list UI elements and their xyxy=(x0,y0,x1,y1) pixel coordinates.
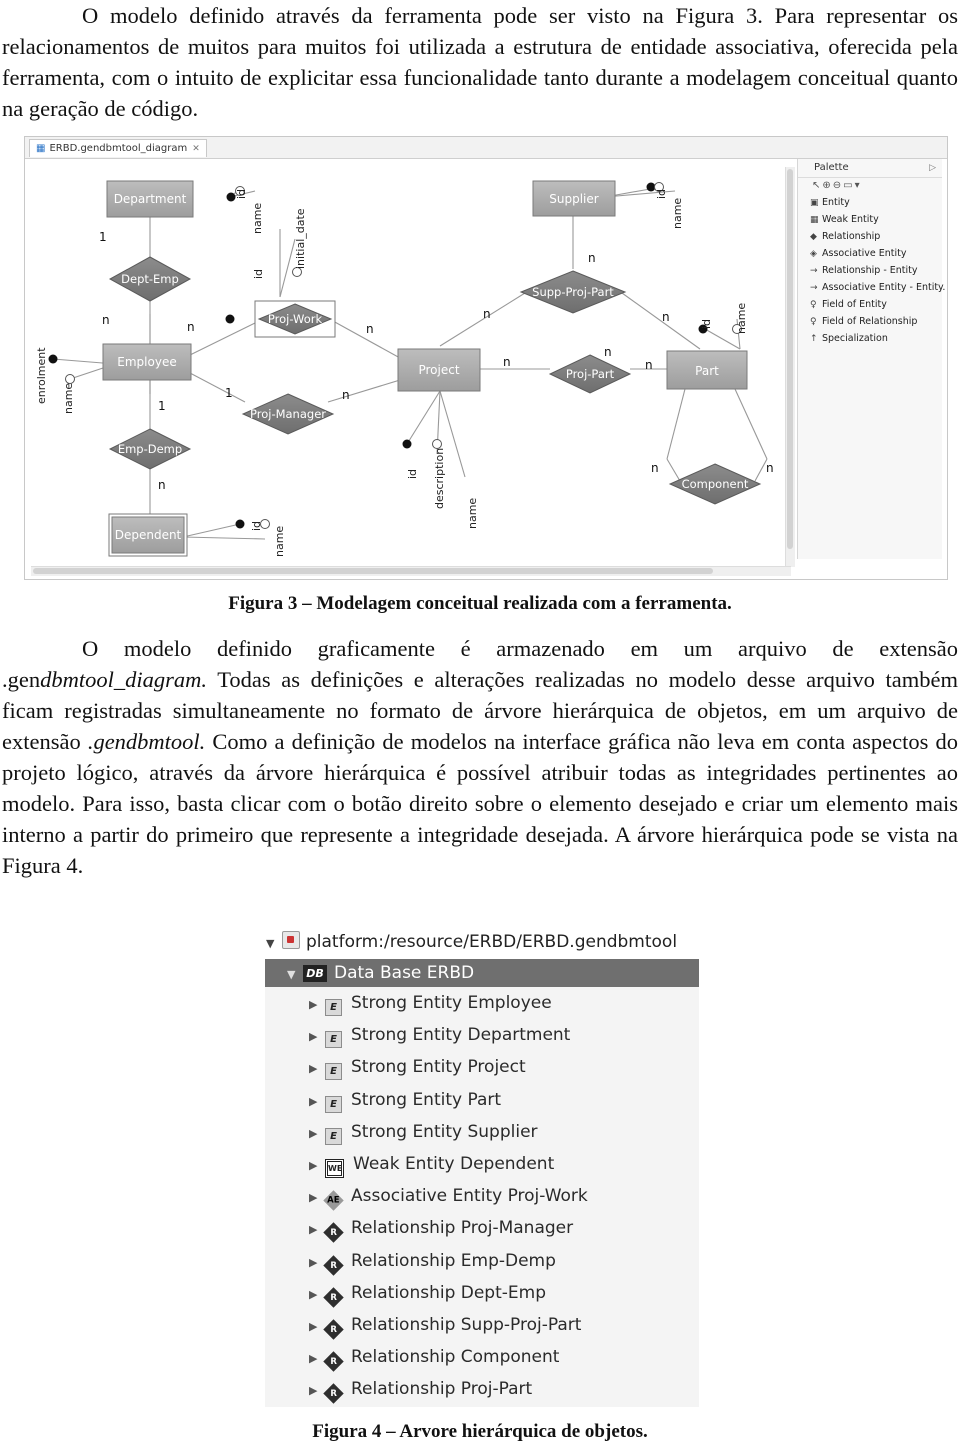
collapsed-triangle-icon[interactable]: ▶ xyxy=(309,1319,318,1333)
tree-database-label: Data Base ERBD xyxy=(334,963,475,983)
palette-title: Palette xyxy=(814,162,849,173)
tree-item-department[interactable]: ▶ E Strong Entity Department xyxy=(265,1019,699,1051)
figure4-caption: Figura 4 – Arvore hierárquica de objetos. xyxy=(312,1421,648,1442)
tree-item-project[interactable]: ▶ E Strong Entity Project xyxy=(265,1051,699,1083)
palette-item-field-of-relationship[interactable]: ♀ Field of Relationship xyxy=(798,313,942,330)
relationship-tool-icon: ◆ xyxy=(810,232,817,242)
entity-employee: Employee xyxy=(117,355,177,369)
expand-triangle-icon[interactable]: ▼ xyxy=(287,968,296,981)
collapsed-triangle-icon[interactable]: ▶ xyxy=(309,1062,318,1076)
tree-item-component[interactable]: ▶ R Relationship Component xyxy=(265,1341,699,1373)
rel-component: Component xyxy=(681,477,749,491)
er-diagram-figure xyxy=(24,136,948,580)
relationship-icon: R xyxy=(323,1255,343,1275)
database-icon: DB xyxy=(303,965,327,982)
relationship-icon: R xyxy=(323,1384,343,1404)
collapsed-triangle-icon[interactable]: ▶ xyxy=(309,998,318,1011)
card-8: n xyxy=(503,355,511,369)
relationship-icon: R xyxy=(323,1319,343,1339)
zoom-out-icon[interactable]: ⊖ xyxy=(832,180,844,191)
card-9: 1 xyxy=(225,386,233,400)
horizontal-scroll-thumb[interactable] xyxy=(33,568,713,574)
close-tab-icon[interactable]: ✕ xyxy=(192,144,200,154)
rel-dept-emp: Dept-Emp xyxy=(121,272,179,286)
diagram-tab-title: ERBD.gendbmtool_diagram xyxy=(49,143,188,154)
body-text-c: Todas as definições e alterações realizadas no modelo desse arquivo também ficam registradas simultaneamente no formato de árvore hierárquica de objetos, em um arquivo de extensão xyxy=(2,667,958,754)
attr-supp-name: name xyxy=(671,197,684,229)
arrow-icon: → xyxy=(810,266,818,276)
collapsed-triangle-icon[interactable]: ▶ xyxy=(309,1126,318,1140)
entity-department: Department xyxy=(113,192,187,206)
collapsed-triangle-icon[interactable]: ▶ xyxy=(309,1223,318,1237)
card-13: n xyxy=(645,358,653,372)
chevron-down-icon[interactable]: ▾ xyxy=(854,180,862,191)
attr-emp-name: name xyxy=(62,382,75,414)
entity-tool-icon: ▣ xyxy=(810,198,819,208)
collapsed-triangle-icon[interactable]: ▶ xyxy=(309,1191,318,1205)
card-5: n xyxy=(483,307,491,321)
attr-dep-id: id xyxy=(250,520,263,531)
body-text-a: O modelo definido graficamente é armazenado em um arquivo de extensão .gen xyxy=(2,636,958,692)
attr-part-id: id xyxy=(700,318,713,329)
diagram-editor-tab[interactable] xyxy=(29,139,207,157)
tree-item-proj-work[interactable]: ▶ AE Associative Entity Proj-Work xyxy=(265,1180,699,1212)
collapsed-triangle-icon[interactable]: ▶ xyxy=(309,1287,318,1301)
diagram-vertical-scrollbar[interactable] xyxy=(785,167,795,567)
field-icon: ♀ xyxy=(810,317,817,327)
palette-panel xyxy=(797,159,946,559)
relationship-icon: R xyxy=(323,1351,343,1371)
attr-pw-initial-date: initial_date xyxy=(294,208,307,269)
resource-icon xyxy=(282,931,300,949)
palette-item-weak-entity[interactable]: ▦ Weak Entity xyxy=(798,211,942,228)
palette-item-associative-entity-entity[interactable]: → Associative Entity - Entity. xyxy=(798,279,942,296)
editor-tabbar xyxy=(25,137,947,159)
collapsed-triangle-icon[interactable]: ▶ xyxy=(309,1352,318,1366)
intro-paragraph xyxy=(2,0,958,124)
entity-part: Part xyxy=(695,364,719,378)
entity-icon: E xyxy=(325,1096,342,1113)
rel-emp-demp: Emp-Demp xyxy=(117,442,183,456)
diagram-horizontal-scrollbar[interactable] xyxy=(31,566,791,576)
arrow-icon: → xyxy=(810,283,818,293)
palette-item-entity[interactable]: ▣ Entity xyxy=(798,194,942,211)
collapsed-triangle-icon[interactable]: ▶ xyxy=(309,1030,318,1044)
attr-proj-description: description xyxy=(433,447,446,509)
card-3: n xyxy=(187,320,195,334)
tree-item-part[interactable]: ▶ E Strong Entity Part xyxy=(265,1084,699,1116)
zoom-in-icon[interactable]: ⊕ xyxy=(822,180,833,191)
diagram-file-icon: ▦ xyxy=(36,143,46,154)
body-text-e: Como a definição de modelos na interface gráfica não leva em conta aspectos do projeto lógico, através da árvore hierárquica é possível atribuir todas as integridades pertinentes ao modelo. Para isso, basta clicar com o botão direito sobre o elemento desejado e criar um elemento mais interno a partir do primeiro que represente a integridade desejada. A árvore hierárquica pode se vista na Figura 4. xyxy=(2,729,958,878)
card-6: n xyxy=(588,251,596,265)
card-7: n xyxy=(662,310,670,324)
field-icon: ♀ xyxy=(810,300,817,310)
entity-supplier: Supplier xyxy=(549,192,599,206)
card-12: n xyxy=(158,478,166,492)
entity-icon: E xyxy=(325,1063,342,1080)
tree-children xyxy=(265,987,699,1407)
palette-item-associative-entity[interactable]: ◈ Associative Entity xyxy=(798,245,942,262)
entity-icon: E xyxy=(325,1128,342,1145)
tree-root-label: platform:/resource/ERBD/ERBD.gendbmtool xyxy=(306,932,678,952)
associative-entity-tool-icon: ◈ xyxy=(810,249,817,259)
attr-pw-id: id xyxy=(252,268,265,279)
attr-dept-name: name xyxy=(251,202,264,234)
card-11: 1 xyxy=(158,399,166,413)
palette-header[interactable] xyxy=(798,159,942,178)
body-text-ext-diagram: dbmtool_diagram. xyxy=(40,667,208,692)
rel-proj-manager: Proj-Manager xyxy=(250,407,326,421)
associative-entity-icon: AE xyxy=(323,1190,343,1210)
body-paragraph xyxy=(2,633,958,881)
figure3-caption: Figura 3 – Modelagem conceitual realizada com a ferramenta. xyxy=(228,593,732,614)
attr-emp-enrolment: enrolment xyxy=(35,347,48,404)
palette-item-relationship-entity[interactable]: → Relationship - Entity xyxy=(798,262,942,279)
palette-item-specialization[interactable]: ↑ Specialization xyxy=(798,330,942,347)
tree-item-proj-manager[interactable]: ▶ R Relationship Proj-Manager xyxy=(265,1212,699,1244)
card-16: n xyxy=(604,345,612,359)
tree-item-employee[interactable]: ▶ E Strong Entity Employee xyxy=(265,987,699,1019)
weak-entity-tool-icon: ▦ xyxy=(810,215,819,225)
relationship-icon: R xyxy=(323,1287,343,1307)
tree-item-dept-emp[interactable]: ▶ R Relationship Dept-Emp xyxy=(265,1277,699,1309)
entity-dependent: Dependent xyxy=(114,528,182,542)
tree-item-emp-demp[interactable]: ▶ R Relationship Emp-Demp xyxy=(265,1245,699,1277)
diagram-canvas[interactable] xyxy=(25,159,795,579)
collapsed-triangle-icon[interactable]: ▶ xyxy=(309,1158,318,1172)
entity-icon: E xyxy=(325,1031,342,1048)
note-tool-icon[interactable]: ▭ xyxy=(843,180,855,191)
attr-supp-id: id xyxy=(655,188,668,199)
card-10: n xyxy=(342,388,350,402)
palette-collapse-icon[interactable]: ▷ xyxy=(929,163,936,173)
entity-icon: E xyxy=(325,999,342,1016)
relationship-icon: R xyxy=(323,1223,343,1243)
attr-proj-id: id xyxy=(406,468,419,479)
card-1: 1 xyxy=(99,230,107,244)
tree-database-node[interactable] xyxy=(265,959,699,987)
select-tool-icon[interactable]: ↖ xyxy=(812,180,823,191)
rel-proj-work: Proj-Work xyxy=(267,312,323,326)
card-15: n xyxy=(766,461,774,475)
rel-supp-proj-part: Supp-Proj-Part xyxy=(532,285,614,299)
palette-item-field-of-entity[interactable]: ♀ Field of Entity xyxy=(798,296,942,313)
attr-dept-id: id xyxy=(235,188,248,199)
intro-text: O modelo definido através da ferramenta pode ser visto na Figura 3. Para representar os relacionamentos de muitos para muitos foi utilizada a estrutura de entidade associativa, oferecida pela ferramenta, com o intuito de explicitar essa funcionalidade tanto durante a modelagem conceitual quanto na geração de código. xyxy=(2,3,958,121)
attr-part-name: name xyxy=(735,302,748,334)
specialization-icon: ↑ xyxy=(810,334,818,344)
collapsed-triangle-icon[interactable]: ▶ xyxy=(309,1255,318,1269)
card-4: n xyxy=(366,322,374,336)
tree-item-supplier[interactable]: ▶ E Strong Entity Supplier xyxy=(265,1116,699,1148)
attr-dep-name: name xyxy=(273,525,286,557)
expand-triangle-icon[interactable]: ▼ xyxy=(266,937,275,950)
palette-tools xyxy=(798,178,942,194)
card-2: n xyxy=(102,313,110,327)
attr-proj-name: name xyxy=(466,497,479,529)
tree-root-node[interactable] xyxy=(262,928,677,956)
tree-item-proj-part[interactable]: ▶ R Relationship Proj-Part xyxy=(265,1373,699,1405)
weak-entity-icon: WE xyxy=(325,1159,344,1178)
palette-item-relationship[interactable]: ◆ Relationship xyxy=(798,228,942,245)
body-text-ext-tool: .gendbmtool. xyxy=(87,729,206,754)
entity-project: Project xyxy=(418,363,460,377)
tree-item-dependent[interactable]: ▶ WE Weak Entity Dependent xyxy=(265,1148,699,1180)
tree-item-supp-proj-part[interactable]: ▶ R Relationship Supp-Proj-Part xyxy=(265,1309,699,1341)
object-tree-figure xyxy=(262,928,702,1408)
rel-proj-part: Proj-Part xyxy=(565,367,615,381)
vertical-scroll-thumb[interactable] xyxy=(787,169,793,549)
collapsed-triangle-icon[interactable]: ▶ xyxy=(309,1094,318,1108)
collapsed-triangle-icon[interactable]: ▶ xyxy=(309,1384,318,1398)
card-14: n xyxy=(651,461,659,475)
palette-items xyxy=(798,194,946,347)
